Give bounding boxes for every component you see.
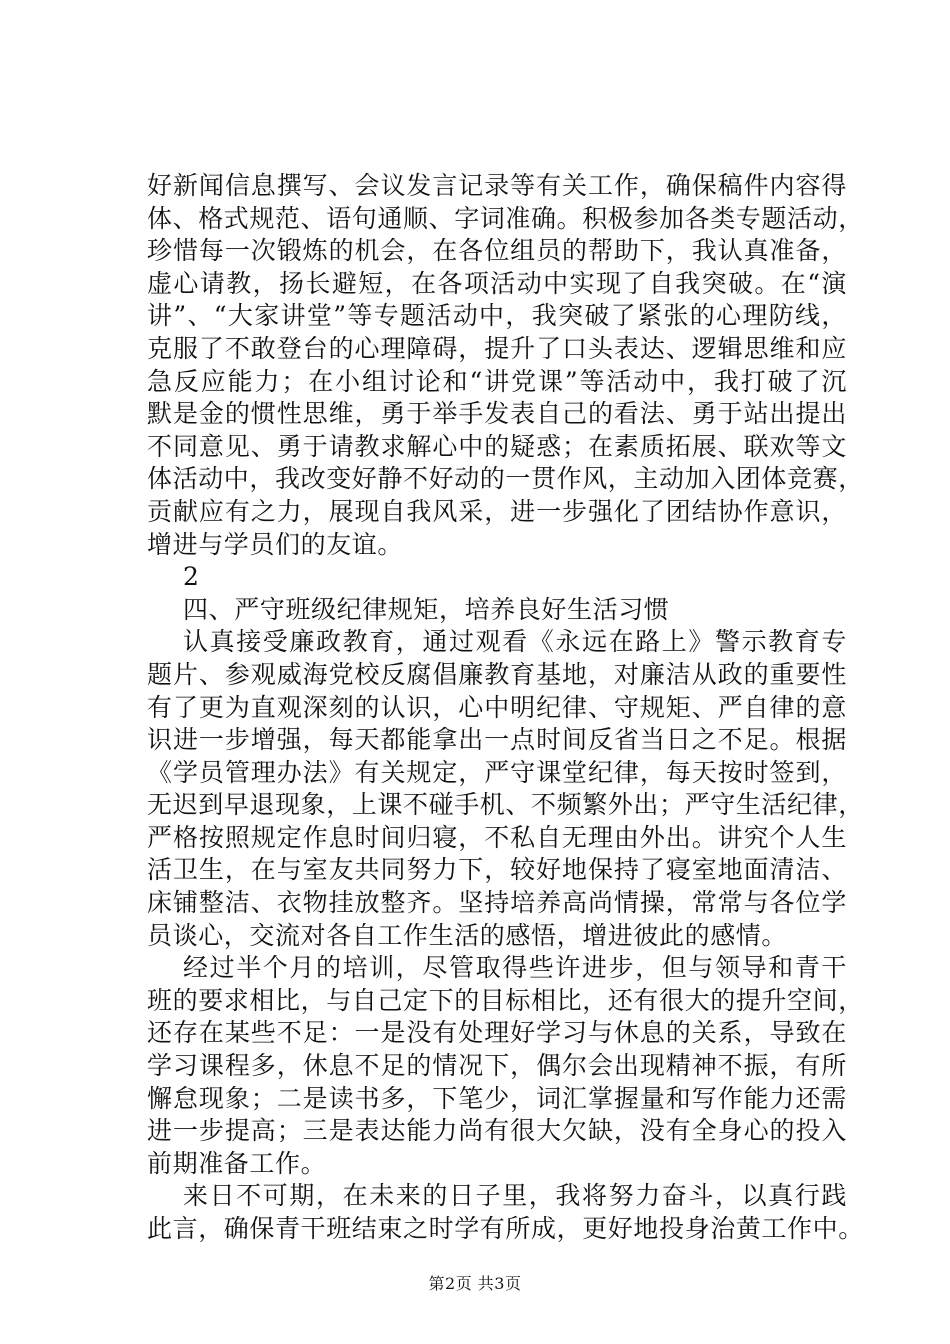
text-line: 床铺整洁、衣物挂放整齐。坚持培养高尚情操，常常与各位学 <box>147 888 847 918</box>
text-line: 前期准备工作。 <box>147 1148 327 1178</box>
text-line: 虚心请教，扬长避短，在各项活动中实现了自我突破。在“演 <box>147 268 847 298</box>
text-line: 此言，确保青干班结束之时学有所成，更好地投身治黄工作中。 <box>147 1214 864 1243</box>
text-line: 来日不可期，在未来的日子里，我将努力奋斗，以真行践 <box>183 1181 847 1211</box>
text-line: 学习课程多，休息不足的情况下，偶尔会出现精神不振，有所 <box>147 1051 847 1081</box>
text-line: 增进与学员们的友谊。 <box>147 529 404 559</box>
text-line: 无迟到早退现象，上课不碰手机、不频繁外出；严守生活纪律， <box>147 790 864 820</box>
text-line: 不同意见、勇于请教求解心中的疑惑；在素质拓展、联欢等文 <box>147 431 847 461</box>
text-line: 进一步提高；三是表达能力尚有很大欠缺，没有全身心的投入 <box>147 1116 847 1146</box>
text-line: 题片、参观威海党校反腐倡廉教育基地，对廉洁从政的重要性 <box>147 659 847 689</box>
text-line: 还存在某些不足：一是没有处理好学习与休息的关系，导致在 <box>147 1018 847 1048</box>
text-line: 认真接受廉政教育，通过观看《永远在路上》警示教育专 <box>183 627 847 657</box>
text-line: 好新闻信息撰写、会议发言记录等有关工作，确保稿件内容得 <box>147 171 847 200</box>
text-line: 四、严守班级纪律规矩，培养良好生活习惯 <box>183 594 670 624</box>
document-body <box>147 170 864 1246</box>
text-line: 体活动中，我改变好静不好动的一贯作风，主动加入团体竞赛， <box>147 464 864 494</box>
text-line: 体、格式规范、语句通顺、字词准确。积极参加各类专题活动， <box>147 203 864 233</box>
text-line: 《学员管理办法》有关规定，严守课堂纪律，每天按时签到， <box>147 757 847 787</box>
text-line: 识进一步增强，每天都能拿出一点时间反省当日之不足。根据 <box>147 725 847 755</box>
text-line: 贡献应有之力，展现自我风采，进一步强化了团结协作意识， <box>147 496 847 526</box>
text-line: 讲”、“大家讲堂”等专题活动中，我突破了紧张的心理防线， <box>147 301 847 331</box>
text-line: 活卫生，在与室友共同努力下，较好地保持了寝室地面清洁、 <box>147 855 847 885</box>
text-line: 2 <box>183 562 200 592</box>
text-line: 有了更为直观深刻的认识，心中明纪律、守规矩、严自律的意 <box>147 692 847 722</box>
text-line: 懈怠现象；二是读书多，下笔少，词汇掌握量和写作能力还需 <box>147 1083 847 1113</box>
text-line: 默是金的惯性思维，勇于举手发表自己的看法、勇于站出提出 <box>147 399 847 429</box>
text-line: 经过半个月的培训，尽管取得些许进步，但与领导和青干 <box>183 953 847 983</box>
text-line: 克服了不敢登台的心理障碍，提升了口头表达、逻辑思维和应 <box>147 333 847 363</box>
text-line: 急反应能力；在小组讨论和“讲党课”等活动中，我打破了沉 <box>147 366 847 396</box>
text-line: 班的要求相比，与自己定下的目标相比，还有很大的提升空间， <box>147 985 864 1015</box>
page-footer: 第2页 共3页 <box>428 1274 522 1293</box>
text-line: 严格按照规定作息时间归寝，不私自无理由外出。讲究个人生 <box>147 822 847 852</box>
text-line: 珍惜每一次锻炼的机会，在各位组员的帮助下，我认真准备， <box>147 236 847 266</box>
text-line: 员谈心，交流对各自工作生活的感悟，增进彼此的感情。 <box>147 920 788 950</box>
